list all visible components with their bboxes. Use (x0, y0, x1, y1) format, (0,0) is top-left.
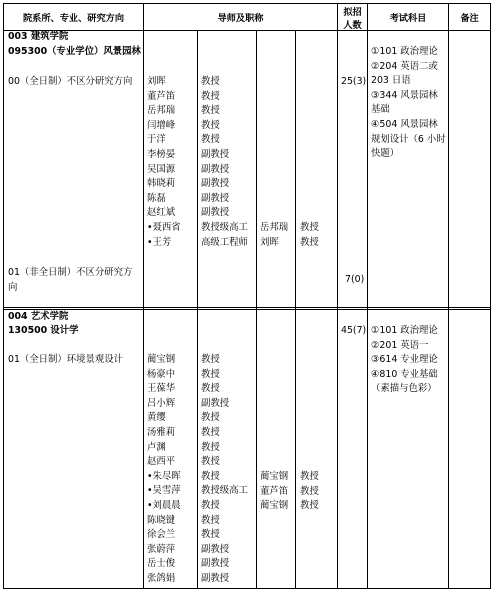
header-plan-line1: 拟招 (343, 7, 362, 18)
research-direction: 向 (8, 282, 18, 293)
co-tutor-title: 教授 (300, 222, 319, 233)
tutor-name: 张鸽娟 (147, 572, 176, 584)
tutor-name: 闫增峰 (147, 119, 176, 131)
tutor-name: 蔺宝钢 (147, 354, 176, 365)
tutor-title: 教授 (201, 368, 220, 380)
tutor-name: 徐会兰 (147, 529, 176, 541)
research-direction: 01（非全日制）不区分研究方 (8, 267, 133, 278)
tutor-title: 教授 (201, 426, 220, 438)
exam-subject: ②204 英语二或 203 日语 (371, 60, 438, 87)
tutor-title: 教授 (201, 76, 220, 87)
tutor-title: 教授级高工 (201, 221, 248, 233)
tutor-title: 教授 (201, 105, 220, 117)
tutor-title: 副教授 (201, 148, 230, 160)
header-bottom-border (3, 30, 491, 31)
col-divider (367, 3, 368, 589)
tutor-title: 高级工程师 (201, 236, 248, 248)
table-left-border (3, 3, 4, 589)
tutor-name: 赵红斌 (147, 207, 176, 219)
tutor-name: •聂西省 (147, 221, 181, 233)
tutor-title: 教授 (201, 354, 220, 365)
tutor-title: 副教授 (201, 207, 230, 219)
tutor-name: 杨豪中 (147, 368, 176, 380)
research-direction: 00（全日制）不区分研究方向 (8, 76, 133, 87)
co-tutor-name: 刘晖 (260, 236, 279, 248)
exam-subject: ③344 风景园林基础 (371, 89, 438, 116)
enrollment-count: 25(3) (341, 76, 367, 87)
tutor-name: 岳邦瑞 (147, 105, 176, 117)
tutor-title: 副教授 (201, 192, 230, 204)
tutor-title: 教授 (201, 134, 220, 146)
table-right-border (490, 3, 491, 589)
tutor-title: 教授 (201, 119, 220, 131)
research-direction: 01（全日制）环境景观设计 (8, 354, 124, 365)
section-divider (3, 309, 491, 310)
tutor-title: 教授级高工 (201, 485, 248, 497)
col-divider (337, 3, 338, 589)
tutor-name: 黄缨 (147, 412, 166, 424)
header-exam: 考试科目 (389, 13, 427, 24)
tutor-name: 吴国源 (147, 163, 176, 175)
exam-subject-list (371, 324, 447, 397)
exam-subject: ④504 风景园林规划设计（6 小时快题） (371, 118, 446, 160)
tutor-name: •吴雪萍 (147, 485, 181, 497)
tutor-name: 赵西平 (147, 456, 176, 468)
co-tutor-name: 岳邦瑞 (260, 222, 289, 233)
tutor-name-list (147, 75, 181, 250)
col-divider (448, 3, 449, 589)
header-tutors: 导师及职称 (217, 13, 264, 24)
tutor-name: 汤雅莉 (147, 426, 176, 438)
co-tutor-name: 董芦笛 (260, 485, 289, 497)
header-remark: 备注 (460, 13, 479, 24)
table-bottom-border (3, 588, 491, 589)
tutor-name: 岳士俊 (147, 558, 176, 570)
tutor-title: 副教授 (201, 543, 230, 555)
co-tutor-title: 教授 (300, 500, 319, 512)
tutor-title: 教授 (201, 470, 220, 482)
tutor-name: 董芦笛 (147, 90, 176, 102)
tutor-title: 教授 (201, 90, 220, 102)
school-name: 003 建筑学院 (8, 31, 69, 42)
tutor-name: •朱尽晖 (147, 470, 181, 482)
co-tutor-name-list (260, 470, 288, 514)
exam-subject: ①101 政治理论 (371, 46, 438, 57)
tutor-title: 教授 (201, 514, 220, 526)
tutor-name: 李榜晏 (147, 148, 176, 160)
tutor-title: 副教授 (201, 178, 230, 190)
header-plan-line2: 人数 (343, 20, 362, 31)
co-tutor-name: 蔺宝钢 (260, 500, 289, 512)
header-dept: 院系所、专业、研究方向 (22, 13, 125, 24)
col-divider (295, 30, 296, 589)
tutor-title: 教授 (201, 499, 220, 511)
tutor-title: 副教授 (201, 558, 230, 570)
tutor-name: •刘晨晨 (147, 499, 181, 511)
tutor-name: 王葆华 (147, 383, 176, 395)
tutor-title: 副教授 (201, 397, 230, 409)
exam-subject: ②201 英语一 (371, 339, 429, 351)
section-divider (3, 307, 491, 308)
tutor-title: 教授 (201, 412, 220, 424)
tutor-name: 卢渊 (147, 441, 166, 453)
exam-subject: ①101 政治理论 (371, 325, 438, 336)
co-tutor-title: 教授 (300, 236, 319, 248)
co-tutor-title: 教授 (300, 485, 319, 497)
major-name: 130500 设计学 (8, 325, 79, 336)
tutor-name: 陈磊 (147, 192, 166, 204)
tutor-title-list (201, 75, 248, 250)
col-divider (256, 30, 257, 589)
tutor-name: •王芳 (147, 236, 172, 248)
exam-subject-list (371, 45, 447, 162)
co-tutor-name: 蔺宝钢 (260, 471, 289, 482)
co-tutor-title-list (300, 470, 319, 514)
tutor-name-list (147, 353, 181, 587)
tutor-name: 陈晓键 (147, 514, 176, 526)
major-name: 095300（专业学位）风景园林 (8, 46, 141, 57)
enrollment-count: 45(7) (341, 325, 367, 336)
tutor-title: 教授 (201, 383, 220, 395)
exam-subject: ③614 专业理论 (371, 354, 438, 366)
tutor-name: 韩晓莉 (147, 178, 176, 190)
co-tutor-name-list (260, 221, 288, 250)
tutor-name: 张蔚萍 (147, 543, 176, 555)
tutor-title-list (201, 353, 248, 587)
tutor-title: 教授 (201, 456, 220, 468)
tutor-name: 于洋 (147, 134, 166, 146)
tutor-name: 刘晖 (147, 76, 166, 87)
school-name: 004 艺术学院 (8, 311, 69, 322)
co-tutor-title-list (300, 221, 319, 250)
col-divider (143, 3, 144, 589)
exam-subject: ④810 专业基础（素描与色彩） (371, 368, 438, 395)
tutor-name: 吕小辉 (147, 397, 176, 409)
enrollment-count: 7(0) (345, 274, 365, 285)
col-divider (197, 30, 198, 589)
co-tutor-title: 教授 (300, 471, 319, 482)
tutor-title: 副教授 (201, 163, 230, 175)
table-top-border (3, 3, 491, 4)
tutor-title: 教授 (201, 441, 220, 453)
tutor-title: 副教授 (201, 572, 230, 584)
tutor-title: 教授 (201, 529, 220, 541)
